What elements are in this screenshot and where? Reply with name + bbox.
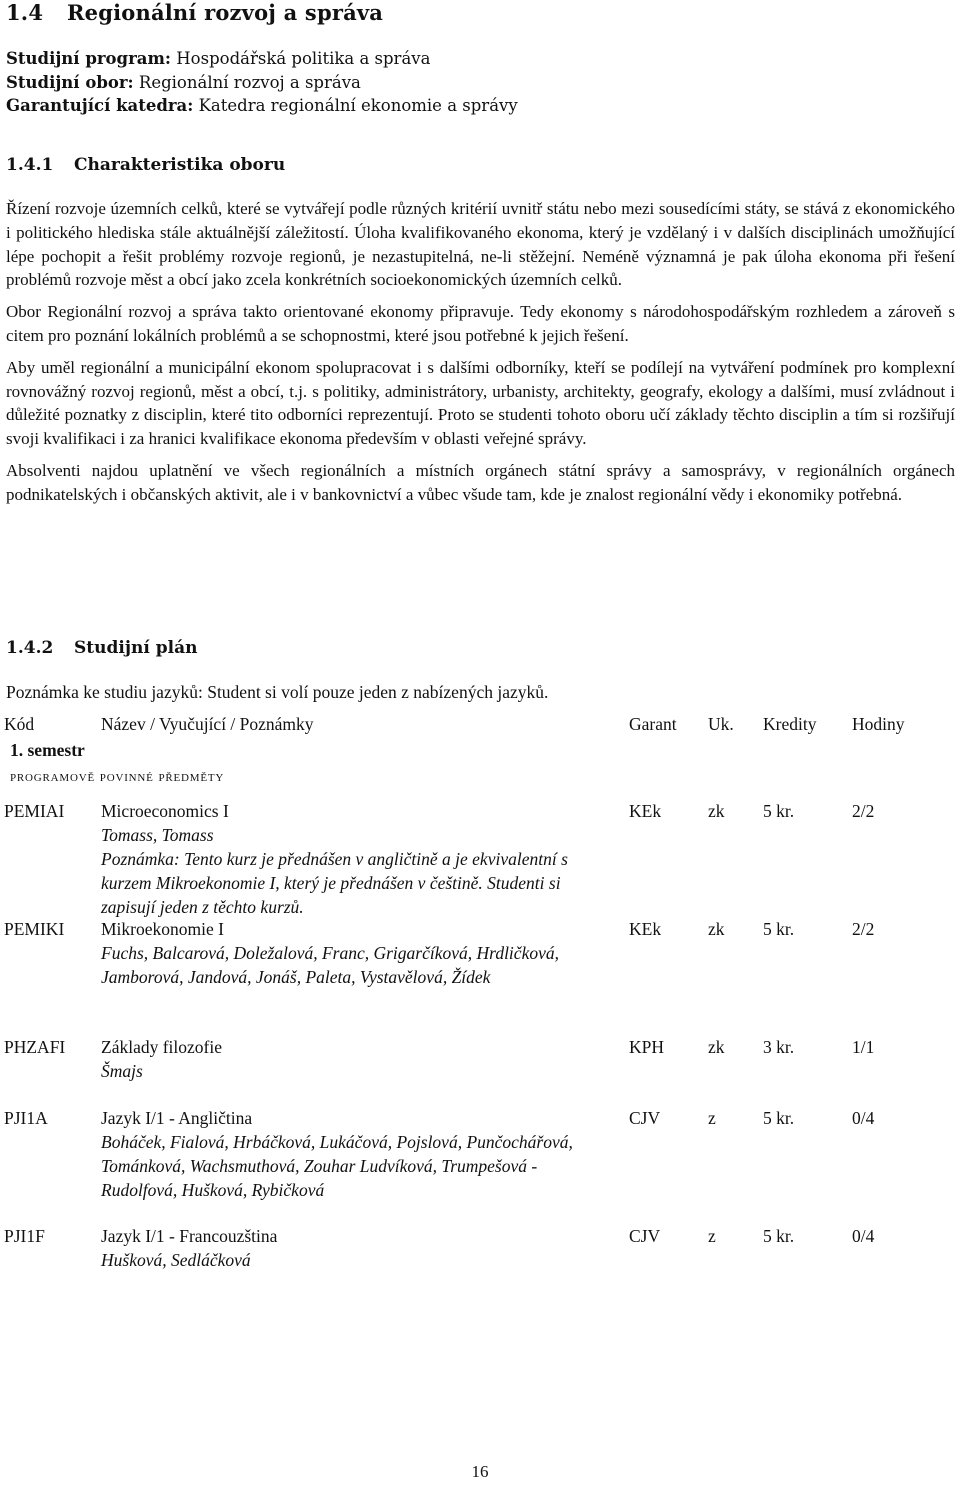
course-name: Jazyk I/1 - Angličtina xyxy=(101,1108,253,1128)
course-teachers: Tomass, Tomass xyxy=(101,825,214,845)
course-credits: 5 kr. xyxy=(763,919,795,939)
course-code: PJI1F xyxy=(4,1226,45,1246)
characteristics-text xyxy=(6,197,955,515)
paragraph: Absolventi najdou uplatnění ve všech regionálních a místních orgánech státní správy a samosprávy, v regionálních orgánech podnikatelských i občanských aktivit, ale i v bankovnictví a vůbec všude tam, kde je znalost regionální vědy i ekonomiky potřebná. xyxy=(6,460,955,504)
course-garant: KEk xyxy=(629,801,662,821)
department-line xyxy=(6,94,946,118)
page-number: 16 xyxy=(471,1462,489,1481)
course-credits: 5 kr. xyxy=(763,1226,795,1246)
course-code: PEMIKI xyxy=(4,919,65,939)
course-details xyxy=(101,799,616,919)
course-completion: z xyxy=(708,1226,716,1246)
course-garant: KPH xyxy=(629,1037,665,1057)
course-garant: KEk xyxy=(629,919,662,939)
course-details xyxy=(101,1224,616,1272)
paragraph: Obor Regionální rozvoj a správa takto orientované ekonomy připravuje. Tedy ekonomy s národohospodářským rozhledem a zároveň s citem pro poznání lokálních problémů a se schopnostmi, které jsou potřebné k jejich řešení. xyxy=(6,302,955,345)
study-plan-table xyxy=(0,712,960,1284)
study-program-label: Studijní program: xyxy=(6,49,172,68)
department-value: Katedra regionální ekonomie a správy xyxy=(198,96,518,115)
course-teachers: Fuchs, Balcarová, Doležalová, Franc, Grigarčíková, Hrdličková, Jamborová, Jandová, Jonáš, Paleta, Vystavělová, Žídek xyxy=(101,943,559,987)
table-row xyxy=(0,917,960,1035)
course-completion: zk xyxy=(708,1037,725,1057)
department-label: Garantující katedra: xyxy=(6,96,194,115)
course-teachers: Boháček, Fialová, Hrbáčková, Lukáčová, Pojslová, Punčochářová, Tománková, Wachsmuthová, Zouhar Ludvíková, Trumpešová - Rudolfová, Hušková, Rybičková xyxy=(101,1132,573,1200)
course-completion: z xyxy=(708,1108,716,1128)
section-number: 1.4 xyxy=(6,0,44,25)
course-credits: 5 kr. xyxy=(763,801,795,821)
subsection-heading: Charakteristika oboru xyxy=(74,155,286,175)
subsection-number: 1.4.1 xyxy=(6,155,54,175)
course-credits: 3 kr. xyxy=(763,1037,795,1057)
paragraph: Aby uměl regionální a municipální ekonom spolupracovat i s dalšími odborníky, kteří se podílejí na vytváření podmínek pro komplexní rovnovážný rozvoj regionů, měst a obcí, t.j. s politiky, administrátory, urbanisty, architekty, geografy, ekology a dalšími, musí zvládnout i důležité poznatky z disciplin, které tito odborníci reprezentují. Proto se studenti tohoto oboru učí základy těchto disciplin a tím si rozšiřují svoji kvalifikaci i za hranici kvalifikace ekonoma především v oblasti veřejné správy. xyxy=(6,357,955,449)
subsection-number: 1.4.2 xyxy=(6,638,54,658)
semester-label: 1. semestr xyxy=(10,740,85,760)
course-code: PHZAFI xyxy=(4,1037,66,1057)
course-credits: 5 kr. xyxy=(763,1108,795,1128)
course-hours: 2/2 xyxy=(852,801,875,821)
table-row xyxy=(0,1224,960,1284)
course-category-label: programově povinné předměty xyxy=(10,768,225,785)
course-garant: CJV xyxy=(629,1108,661,1128)
table-row xyxy=(0,799,960,917)
paragraph: Řízení rozvoje územních celků, které se vytvářejí podle různých kritérií uvnitř státu nebo mezi sousedícími státy, se stává z ekonomického i politického hlediska stále aktuálnější záležitostí. Úloha kvalifikovaného ekonoma, který je vzdělaný i v dalších disciplinách umožňující lépe pochopit a řešit problémy rozvoje regionů, je nezastupitelná, ne-li stěžejní. Neméně významná je pak úloha ekonoma při řešení problémů rozvoje měst a obcí jako zcela konkrétních socioekonomických územních celků. xyxy=(6,199,955,290)
subsection-title-study-plan xyxy=(6,638,197,658)
table-row xyxy=(0,1035,960,1106)
course-completion: zk xyxy=(708,801,725,821)
course-code: PEMIAI xyxy=(4,801,65,821)
course-details xyxy=(101,917,616,989)
course-hours: 0/4 xyxy=(852,1226,875,1246)
study-field-line xyxy=(6,71,946,95)
header-name: Název / Vyučující / Poznámky xyxy=(101,714,314,734)
language-note: Poznámka ke studiu jazyků: Student si volí pouze jeden z nabízených jazyků. xyxy=(6,682,549,702)
section-title xyxy=(6,0,383,25)
course-teachers: Šmajs xyxy=(101,1061,143,1081)
course-name: Microeconomics I xyxy=(101,801,229,821)
course-hours: 0/4 xyxy=(852,1108,875,1128)
header-code: Kód xyxy=(4,714,35,734)
study-program-value: Hospodářská politika a správa xyxy=(176,49,431,68)
subsection-title-characteristics xyxy=(6,155,285,175)
course-remark: Poznámka: Tento kurz je přednášen v angličtině a je ekvivalentní s kurzem Mikroekonomie I, který je přednášen v češtině. Studenti si zapisují jeden z těchto kurzů. xyxy=(101,849,568,917)
section-heading: Regionální rozvoj a správa xyxy=(67,0,384,25)
course-hours: 2/2 xyxy=(852,919,875,939)
course-code: PJI1A xyxy=(4,1108,48,1128)
course-details xyxy=(101,1035,616,1083)
header-completion: Uk. xyxy=(708,714,734,734)
header-garant: Garant xyxy=(629,714,677,734)
study-field-value: Regionální rozvoj a správa xyxy=(138,72,361,92)
course-name: Základy filozofie xyxy=(101,1037,222,1057)
course-completion: zk xyxy=(708,919,725,939)
course-details xyxy=(101,1106,616,1202)
table-header-row xyxy=(0,712,960,738)
study-program-line xyxy=(6,47,946,71)
header-credits: Kredity xyxy=(763,714,817,734)
header-hours: Hodiny xyxy=(852,714,905,734)
study-field-label: Studijní obor: xyxy=(6,72,134,92)
course-name: Mikroekonomie I xyxy=(101,919,224,939)
course-garant: CJV xyxy=(629,1226,661,1246)
course-name: Jazyk I/1 - Francouzština xyxy=(101,1226,278,1246)
course-hours: 1/1 xyxy=(852,1037,875,1057)
subsection-heading: Studijní plán xyxy=(74,638,198,658)
study-metadata xyxy=(6,47,946,118)
table-row xyxy=(0,1106,960,1224)
course-teachers: Hušková, Sedláčková xyxy=(101,1250,251,1270)
